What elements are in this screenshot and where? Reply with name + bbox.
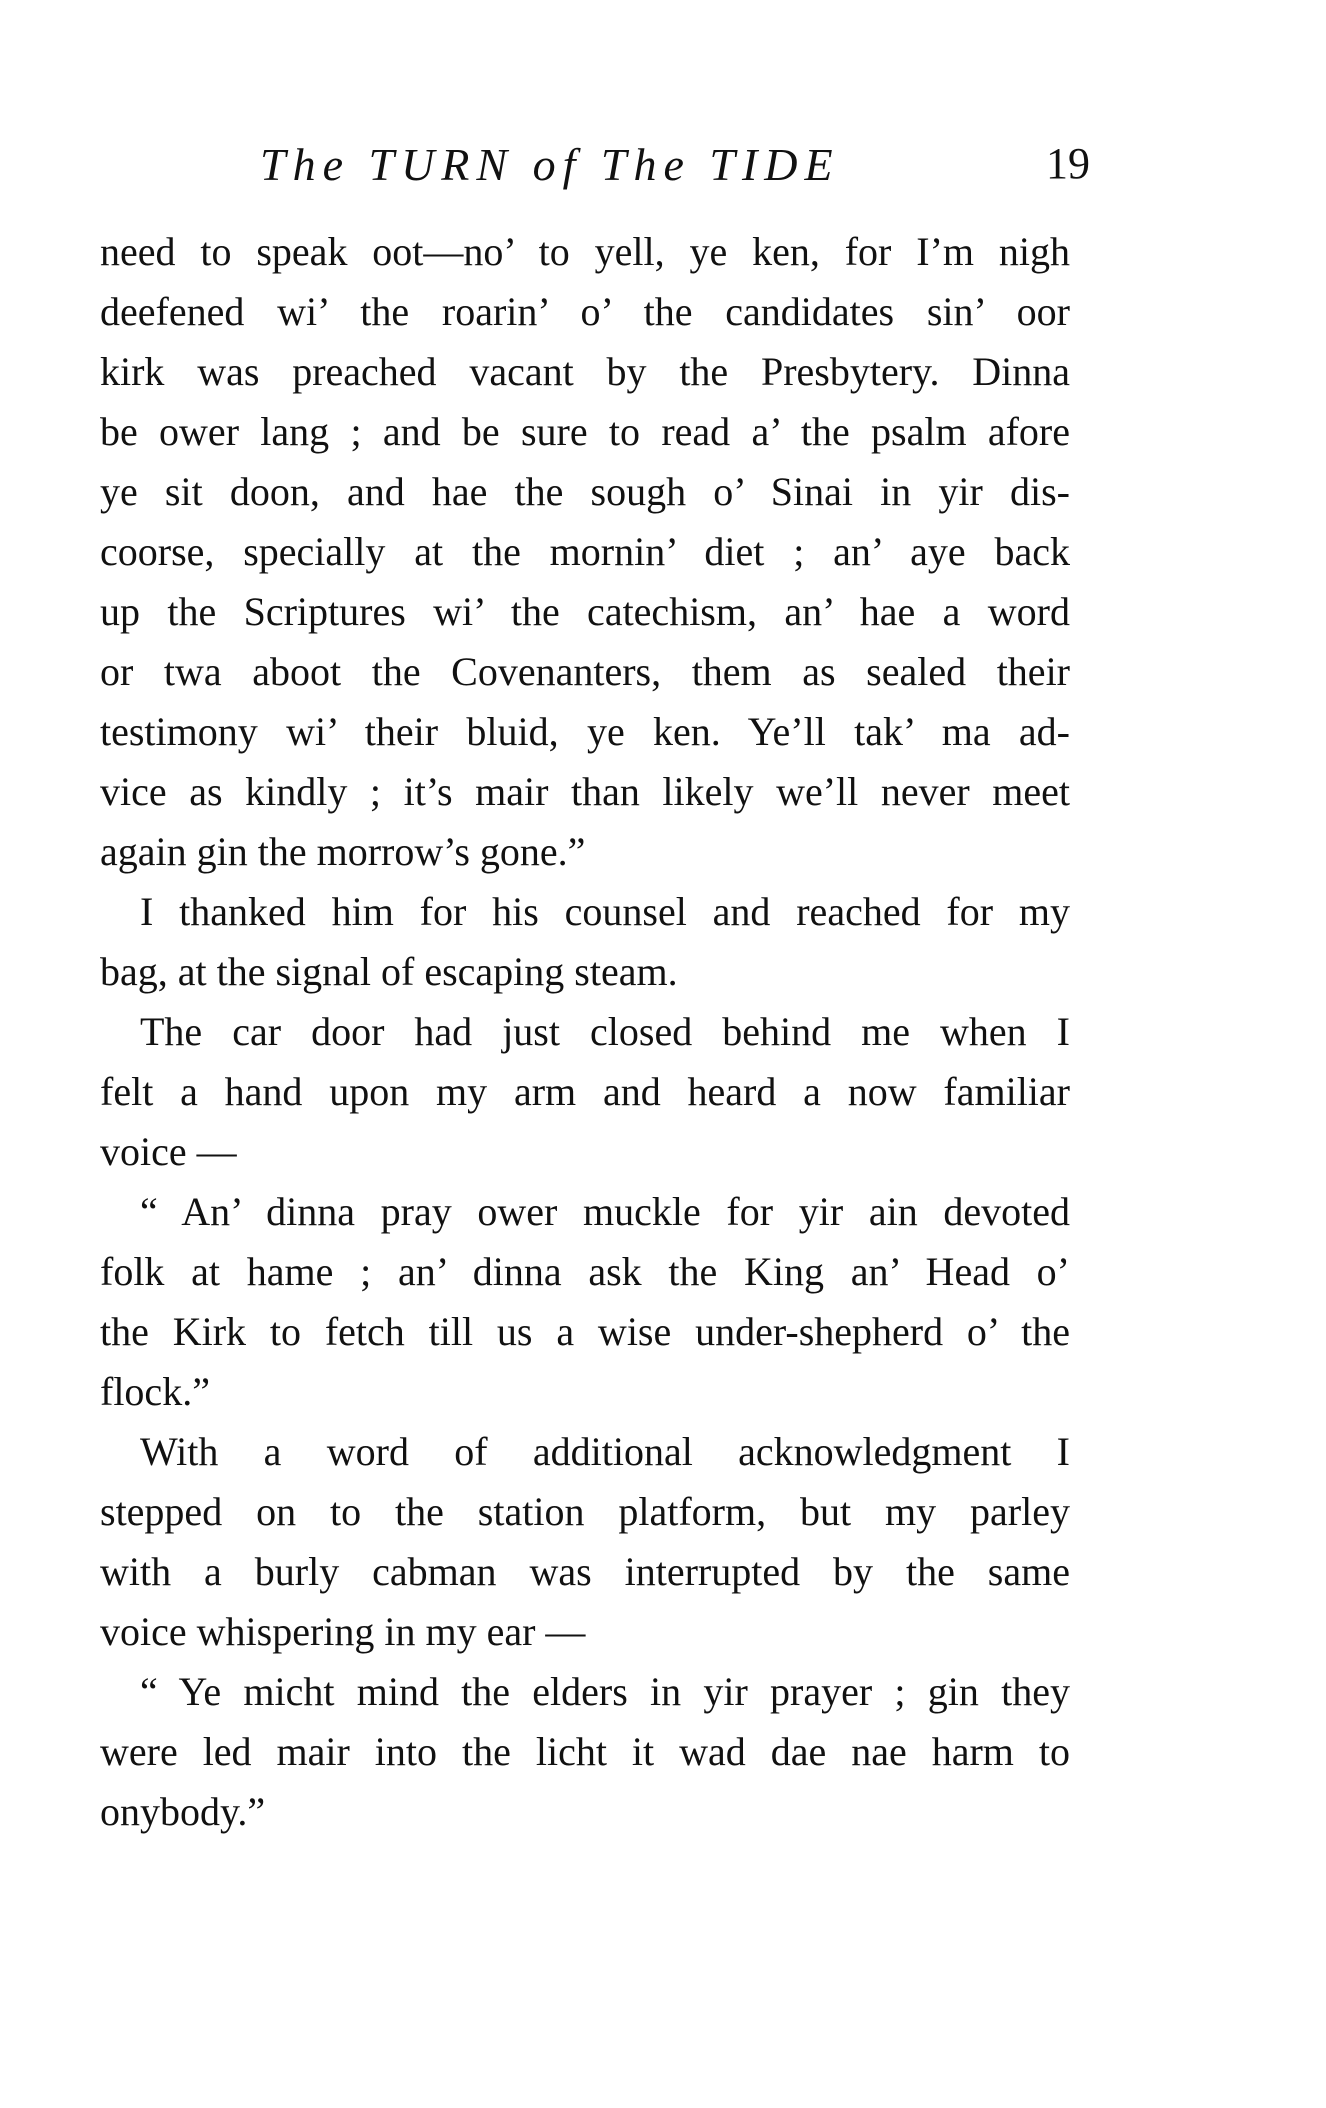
text-line: “ Ye micht mind the elders in yir prayer ; gin they: [140, 1669, 1070, 1714]
text-line: testimony wi’ their bluid, ye ken. Ye’ll tak’ ma ad-: [100, 709, 1070, 754]
paragraph: [100, 1002, 1070, 1182]
body-text: [100, 222, 1070, 1842]
page-number: 19: [1046, 139, 1090, 188]
running-title: The TURN of The TIDE: [260, 139, 840, 190]
paragraph: [100, 1182, 1070, 1422]
text-line: kirk was preached vacant by the Presbytery. Dinna: [100, 349, 1070, 394]
paragraph: [100, 882, 1070, 1002]
text-line: I thanked him for his counsel and reached for my: [140, 889, 1070, 934]
text-line: were led mair into the licht it wad dae nae harm to: [100, 1729, 1070, 1774]
text-line: or twa aboot the Covenanters, them as sealed their: [100, 649, 1070, 694]
text-line: coorse, specially at the mornin’ diet ; an’ aye back: [100, 529, 1070, 574]
text-line: need to speak oot—no’ to yell, ye ken, for I’m nigh: [100, 229, 1070, 274]
text-line: deefened wi’ the roarin’ o’ the candidates sin’ oor: [100, 289, 1070, 334]
text-line: stepped on to the station platform, but my parley: [100, 1489, 1070, 1534]
text-line: voice —: [100, 1129, 237, 1174]
text-line: with a burly cabman was interrupted by the same: [100, 1549, 1070, 1594]
text-line: vice as kindly ; it’s mair than likely we’ll never meet: [100, 769, 1070, 814]
text-line: voice whispering in my ear —: [100, 1609, 586, 1654]
text-line: With a word of additional acknowledgment I: [140, 1429, 1070, 1474]
text-line: felt a hand upon my arm and heard a now familiar: [100, 1069, 1070, 1114]
text-line: onybody.”: [100, 1789, 266, 1834]
text-line: flock.”: [100, 1369, 210, 1414]
text-line: again gin the morrow’s gone.”: [100, 829, 586, 874]
text-line: bag, at the signal of escaping steam.: [100, 949, 678, 994]
text-line: ye sit doon, and hae the sough o’ Sinai in yir dis-: [100, 469, 1070, 514]
running-header: [260, 138, 1090, 198]
text-line: be ower lang ; and be sure to read a’ the psalm afore: [100, 409, 1070, 454]
text-line: “ An’ dinna pray ower muckle for yir ain devoted: [140, 1189, 1070, 1234]
paragraph: [100, 222, 1070, 882]
text-line: up the Scriptures wi’ the catechism, an’ hae a word: [100, 589, 1070, 634]
text-line: the Kirk to fetch till us a wise under-shepherd o’ the: [100, 1309, 1070, 1354]
text-line: folk at hame ; an’ dinna ask the King an’ Head o’: [100, 1249, 1070, 1294]
paragraph: [100, 1662, 1070, 1842]
paragraph: [100, 1422, 1070, 1662]
text-line: The car door had just closed behind me when I: [140, 1009, 1070, 1054]
